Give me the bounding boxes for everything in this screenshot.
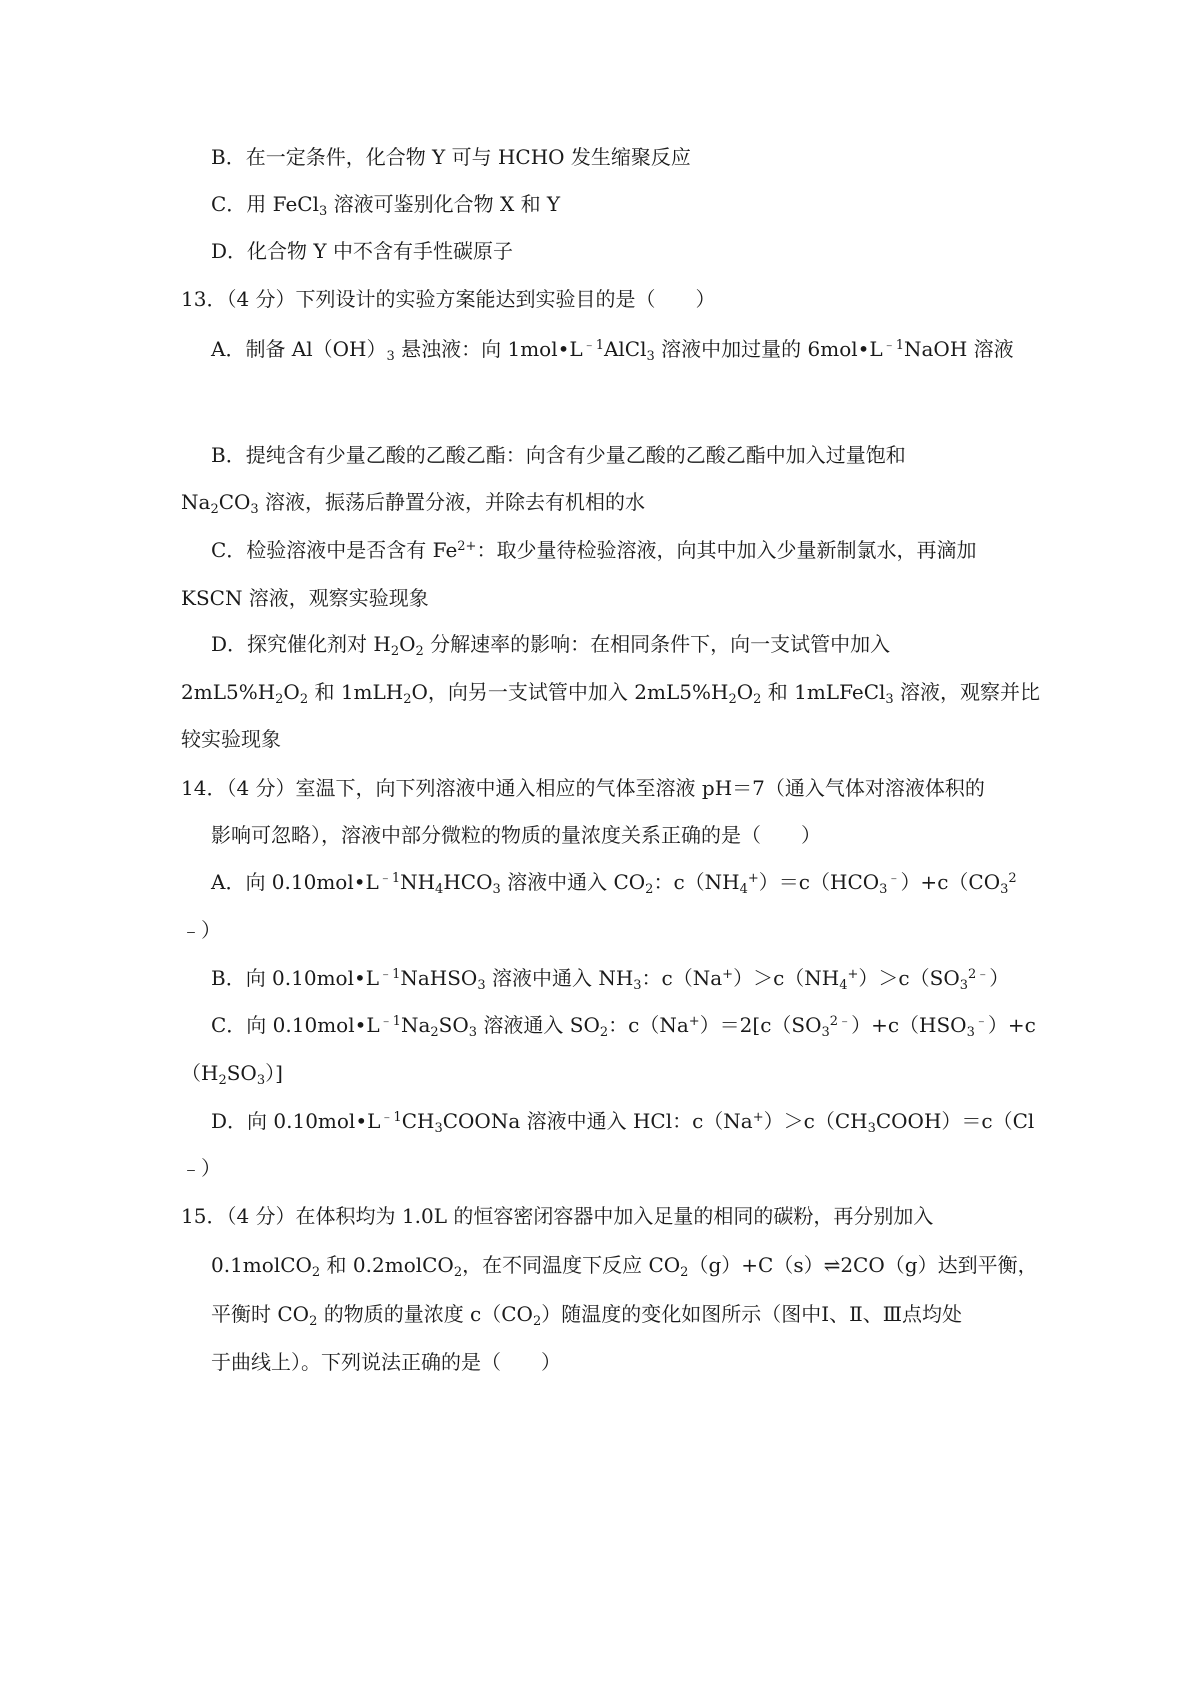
q13-option-d-line3: 较实验现象 — [181, 727, 281, 751]
q14-stem-line1: 14．（4 分）室温下，向下列溶液中通入相应的气体至溶液 pH＝7（通入气体对溶液体积的 — [181, 776, 985, 800]
q13-stem: 13．（4 分）下列设计的实验方案能达到实验目的是（ ） — [181, 287, 716, 311]
q13-option-b-line2: $Na_2CO_3$ 溶液，振荡后静置分液，并除去有机相的水 — [181, 490, 646, 517]
q13-option-c-line2: KSCN 溶液，观察实验现象 — [181, 586, 429, 610]
q14-option-a-line1: A．向 $0.10mol•L^{﹣1}NH_4HCO_3$ 溶液中通入 $CO_2$：$c(NH_4^+)=c(HCO_3^﹣)+c(CO_3^2$ — [211, 870, 1017, 897]
q13-option-a: A．制备 $Al(OH)_3$ 悬浊液：向 $1mol•L^{﹣1}AlCl_3$ 溶液中加过量的 $6mol•L^{﹣1}NaOH$ 溶液 — [211, 337, 1014, 364]
q15-stem-line3: 平衡时 $CO_2$ 的物质的量浓度 $c(CO_2)$随温度的变化如图所示（图中Ⅰ、Ⅱ、Ⅲ点均处 — [211, 1302, 963, 1329]
q14-option-a-line2: ﹣） — [181, 918, 221, 942]
q14-option-d-line1: D．向 $0.10mol•L^{﹣1}CH_3COONa$ 溶液中通入 HCl：$c(Na^+)>c(CH_3COOH)=c(Cl$ — [211, 1109, 1035, 1136]
q14-option-c-line2: $(H_2SO_3)$] — [181, 1061, 283, 1088]
q13-option-d-line1: D．探究催化剂对 $H_2O_2$ 分解速率的影响：在相同条件下，向一支试管中加入 — [211, 632, 891, 659]
q14-option-b: B．向 $0.10mol•L^{﹣1}NaHSO_3$ 溶液中通入 $NH_3$：$c(Na^+)>c(NH_4^+)>c(SO_3^{2﹣})$ — [211, 966, 1010, 993]
q12-option-d: D．化合物 Y 中不含有手性碳原子 — [211, 239, 513, 263]
q15-stem-line2: 0.1molCO$_2$ 和 0.2molCO$_2$，在不同温度下反应 $CO_2(g)+C(s)\rightleftharpoons 2CO(g)$达到平衡， — [211, 1253, 1038, 1280]
q14-option-d-line2: ﹣） — [181, 1156, 221, 1180]
q12-option-b: B．在一定条件，化合物 Y 可与 HCHO 发生缩聚反应 — [211, 145, 691, 169]
q14-stem-line2: 影响可忽略），溶液中部分微粒的物质的量浓度关系正确的是（ ） — [211, 823, 821, 847]
q13-option-b-line1: B．提纯含有少量乙酸的乙酸乙酯：向含有少量乙酸的乙酸乙酯中加入过量饱和 — [211, 443, 906, 467]
q12-option-c: C．用 FeCl$_3$ 溶液可鉴别化合物 X 和 Y — [211, 192, 561, 219]
q14-option-c-line1: C．向 $0.10mol•L^{﹣1}Na_2SO_3$ 溶液通入 $SO_2$：$c(Na^+)=2[c(SO_3^{2﹣})+c(HSO_3^﹣)+c$ — [211, 1013, 1036, 1040]
q13-option-d-line2: $2mL5\%H_2O_2$ 和 1mLH$_2$O，向另一支试管中加入 $2mL5\%H_2O_2$ 和 1mLFeCl$_3$ 溶液，观察并比 — [181, 680, 1041, 707]
q13-option-c-line1: C．检验溶液中是否含有 $Fe^{2+}$：取少量待检验溶液，向其中加入少量新制氯水，再滴加 — [211, 538, 977, 562]
q15-stem-line1: 15．（4 分）在体积均为 1.0L 的恒容密闭容器中加入足量的相同的碳粉，再分别加入 — [181, 1204, 934, 1228]
q15-stem-line4: 于曲线上）。下列说法正确的是（ ） — [211, 1350, 561, 1374]
